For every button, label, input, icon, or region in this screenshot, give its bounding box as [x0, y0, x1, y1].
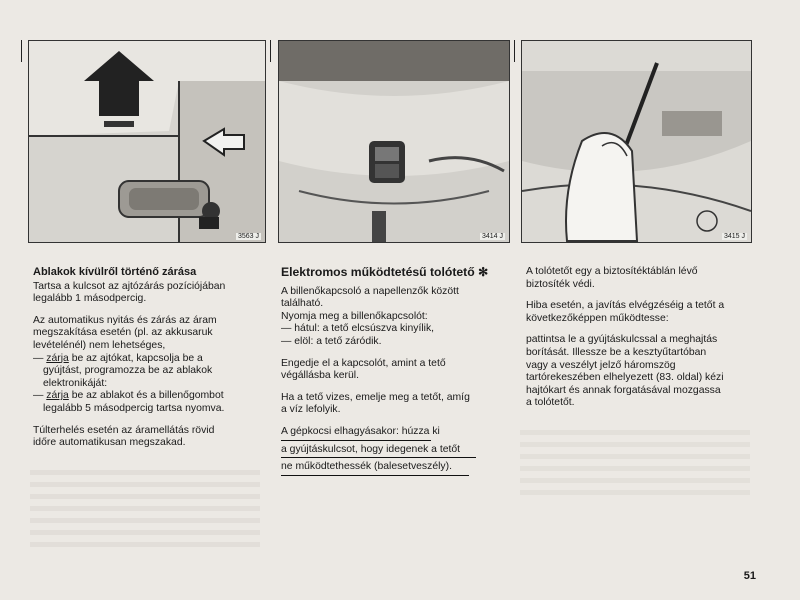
paragraph: Nyomja meg a billenőkapcsolót: — hátul: a tető elcsúszva kinyílik, — elöl: a tető záródik.	[281, 311, 511, 349]
paragraph: Tartsa a kulcsot az ajtózárás pozíciójában legalább 1 másodpercig.	[33, 280, 226, 305]
show-through-shading	[520, 430, 750, 500]
sunroof-switch-illustration-icon	[279, 41, 509, 242]
column-3	[526, 266, 752, 419]
figure-crank-handle	[521, 40, 752, 243]
column-1	[33, 266, 265, 459]
section-heading: Elektromos működtetésű tolótető ✻	[281, 265, 489, 279]
paragraph: Hiba esetén, a javítás elvégzéséig a tetőt a következőképpen működtesse:	[526, 300, 725, 324]
paragraph: Engedje el a kapcsolót, amint a tető végállásba kerül.	[281, 357, 446, 382]
column-divider-left-top	[21, 40, 22, 62]
dash-list: — zárja be az ajtókat, kapcsolja be a gyújtást, programozza be az ablakok elektronikáját: — zárja be az ablakot és a billenőgombot legalább 5 másodpercig tartsa nyomva.	[33, 353, 265, 416]
figure-id: 3415 J	[723, 233, 745, 240]
list-item: — zárja be az ablakot és a billenőgombot	[33, 390, 224, 402]
figure-window-closing	[28, 40, 266, 243]
paragraph: Az automatikus nyitás és zárás az áram megszakítása esetén (pl. az akkusaruk levételénél) nem lehetséges,	[33, 314, 217, 351]
column-divider-left	[270, 40, 271, 62]
figure-id: 3563 J	[237, 233, 259, 240]
paragraph: Ha a tető vizes, emelje meg a tetőt, amíg a víz lefolyik.	[281, 391, 470, 416]
page-number: 51	[743, 570, 756, 582]
list-item: — elöl: a tető záródik.	[281, 335, 382, 347]
crank-handle-illustration-icon	[522, 41, 751, 242]
figure-sunroof-switch	[278, 40, 510, 243]
column-divider-right	[514, 40, 515, 62]
list-item: — zárja be az ajtókat, kapcsolja be a	[33, 352, 203, 364]
paragraph: pattintsa le a gyújtáskulcssal a meghajtás borítását. Illessze be a kesztyűtartóban vagy a veszélyt jelző háromszög tartórekeszében elhelyezett (83. oldal) kézi hajtókart és annak forgatásával mozgassa a tolótetőt.	[526, 334, 724, 409]
figure-id: 3414 J	[481, 233, 503, 240]
snowflake-icon: ✻	[478, 265, 489, 279]
paragraph: A tolótetőt egy a biztosítéktáblán lévő biztosíték védi.	[526, 266, 698, 290]
list-item: — hátul: a tető elcsúszva kinyílik,	[281, 323, 435, 335]
section-heading: Ablakok kívülről történő zárása	[33, 266, 197, 278]
window-arrow-illustration-icon	[29, 41, 265, 242]
warning-note: A gépkocsi elhagyásakor: húzza ki a gyújtáskulcsot, hogy idegenek a tetőt ne működtethessék (balesetveszély).	[281, 426, 476, 476]
paragraph: A billenőkapcsoló a napellenzők között található.	[281, 285, 459, 310]
column-2	[281, 266, 511, 479]
show-through-shading	[30, 470, 260, 550]
paragraph: Túlterhelés esetén az áramellátás rövid időre automatikusan megszakad.	[33, 424, 215, 449]
